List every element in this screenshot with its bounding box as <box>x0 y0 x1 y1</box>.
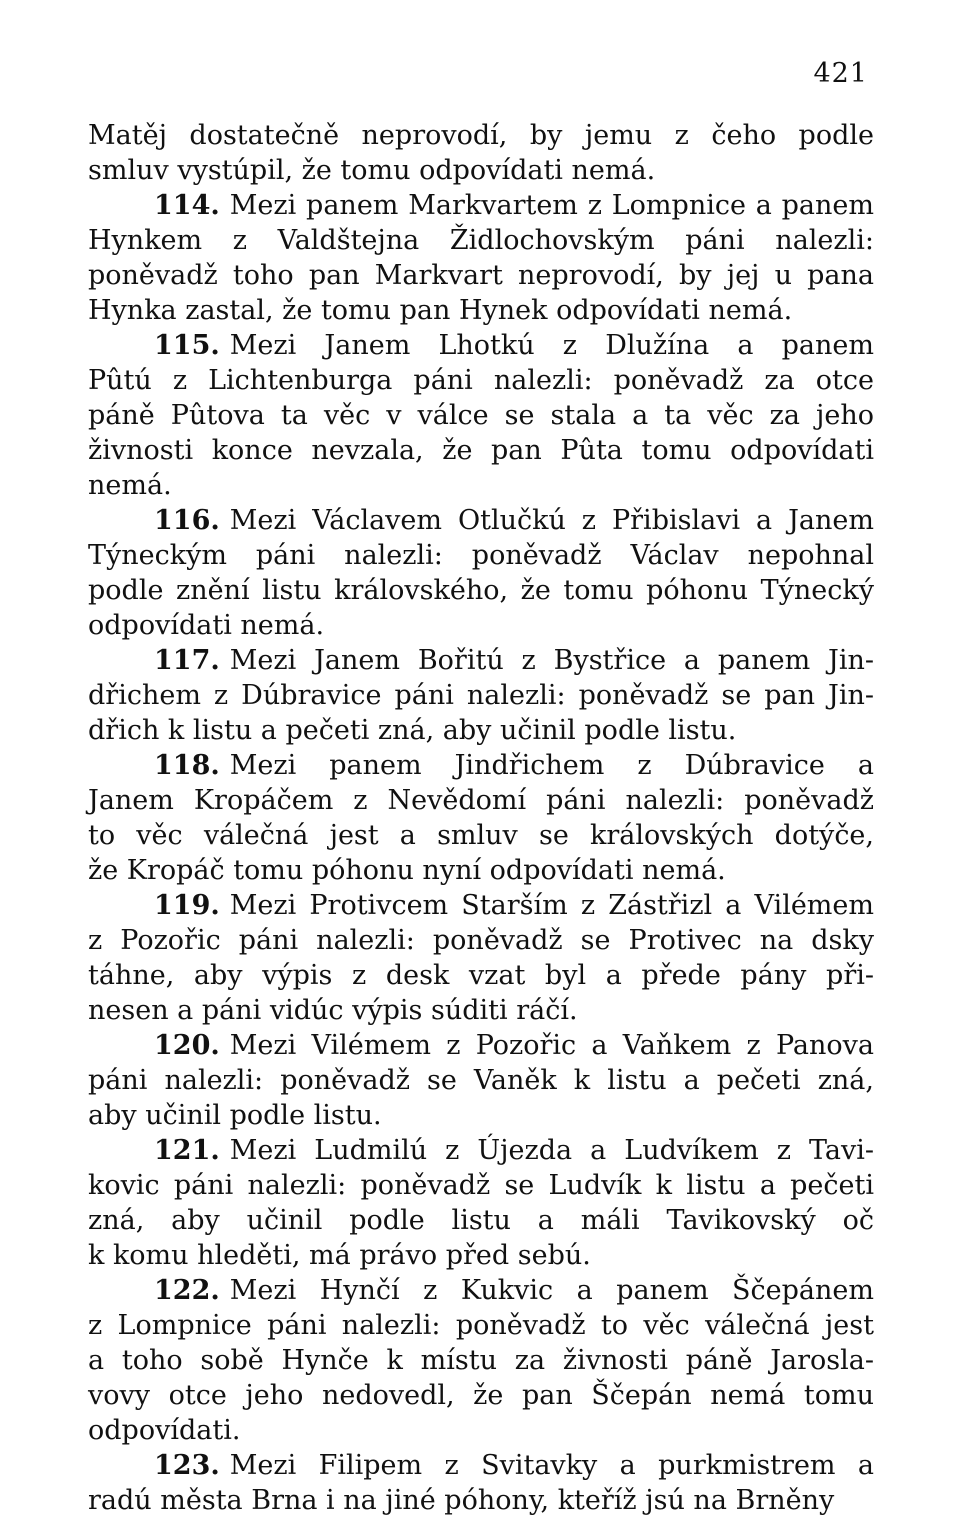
text-line <box>88 818 874 853</box>
text-line <box>88 783 874 818</box>
line-text: Mezi Hynčí z Kukvic a panem Ščepánem <box>229 1275 874 1306</box>
line-text: radú města Brna i na jiné póhony, kteříž jsú na Brněny <box>88 1485 835 1516</box>
text-line <box>88 188 874 223</box>
line-text: že Kropáč tomu póhonu nyní odpovídati nemá. <box>88 855 726 886</box>
line-text: Hynkem z Valdštejna Židlochovským páni nalezli: <box>88 225 874 256</box>
text-line <box>88 363 874 398</box>
line-text: Janem Kropáčem z Nevědomí páni nalezli: poněvadž <box>88 785 874 816</box>
text-line <box>88 468 874 503</box>
line-text: Mezi Vilémem z Pozořic a Vaňkem z Panova <box>229 1030 874 1061</box>
section-number: 121. <box>154 1135 220 1166</box>
text-line <box>88 1098 874 1133</box>
section-number: 120. <box>154 1030 220 1061</box>
line-text: živnosti konce nevzala, že pan Pûta tomu odpovídati <box>88 435 874 466</box>
text-line <box>88 713 874 748</box>
text-line <box>88 1063 874 1098</box>
paragraph <box>88 503 874 643</box>
text-line <box>88 993 874 1028</box>
text-line <box>88 1413 874 1448</box>
line-text: Pûtú z Lichtenburga páni nalezli: poněvadž za otce <box>88 365 874 396</box>
line-text: páni nalezli: poněvadž se Vaněk k listu a pečeti zná, <box>88 1065 874 1096</box>
text-line <box>88 1448 874 1483</box>
text-line <box>88 1203 874 1238</box>
text-line <box>88 258 874 293</box>
line-text: Matěj dostatečně neprovodí, by jemu z čeho podle <box>88 120 874 151</box>
section-number: 122. <box>154 1275 220 1306</box>
text-line <box>88 1168 874 1203</box>
page-number: 421 <box>813 58 868 89</box>
line-text: dřichem z Dúbravice páni nalezli: poněvadž se pan Jin- <box>88 680 874 711</box>
text-line <box>88 1238 874 1273</box>
text-line <box>88 853 874 888</box>
line-text: Mezi panem Markvartem z Lompnice a panem <box>229 190 874 221</box>
line-text: nemá. <box>88 470 172 501</box>
text-line <box>88 923 874 958</box>
text-line <box>88 643 874 678</box>
line-text: vovy otce jeho nedovedl, že pan Ščepán nemá tomu <box>88 1380 874 1411</box>
paragraph <box>88 1273 874 1448</box>
line-text: podle znění listu královského, že tomu póhonu Týnecký <box>88 575 874 606</box>
text-line <box>88 1028 874 1063</box>
line-text: to věc válečná jest a smluv se královských dotýče, <box>88 820 874 851</box>
line-text: poněvadž toho pan Markvart neprovodí, by jej u pana <box>88 260 874 291</box>
text-line <box>88 888 874 923</box>
line-text: kovic páni nalezli: poněvadž se Ludvík k listu a pečeti <box>88 1170 874 1201</box>
text-line <box>88 1378 874 1413</box>
paragraph <box>88 888 874 1028</box>
text-line <box>88 1273 874 1308</box>
line-text: Mezi panem Jindřichem z Dúbravice a <box>229 750 874 781</box>
section-number: 116. <box>154 505 220 536</box>
line-text: Týneckým páni nalezli: poněvadž Václav nepohnal <box>88 540 874 571</box>
text-line <box>88 433 874 468</box>
line-text: táhne, aby výpis z desk vzat byl a přede pány při- <box>88 960 874 991</box>
text-line <box>88 328 874 363</box>
line-text: Mezi Václavem Otlučkú z Přibislavi a Janem <box>229 505 874 536</box>
paragraph <box>88 643 874 748</box>
paragraph <box>88 1028 874 1133</box>
paragraph <box>88 328 874 503</box>
paragraph <box>88 1448 874 1518</box>
paragraph <box>88 1133 874 1273</box>
line-text: dřich k listu a pečeti zná, aby učinil podle listu. <box>88 715 737 746</box>
line-text: páně Pûtova ta věc v válce se stala a ta věc za jeho <box>88 400 874 431</box>
text-line <box>88 293 874 328</box>
line-text: nesen a páni vidúc výpis súditi ráčí. <box>88 995 578 1026</box>
text-line <box>88 1483 874 1518</box>
text-line <box>88 1133 874 1168</box>
section-number: 114. <box>154 190 220 221</box>
section-number: 117. <box>154 645 220 676</box>
line-text: Mezi Janem Bořitú z Bystřice a panem Jin- <box>229 645 874 676</box>
text-line <box>88 1308 874 1343</box>
text-line <box>88 223 874 258</box>
text-line <box>88 678 874 713</box>
body-text <box>88 118 874 1518</box>
text-line <box>88 153 874 188</box>
section-number: 123. <box>154 1450 220 1481</box>
line-text: Mezi Filipem z Svitavky a purkmistrem a <box>229 1450 874 1481</box>
line-text: z Pozořic páni nalezli: poněvadž se Protivec na dsky <box>88 925 874 956</box>
section-number: 118. <box>154 750 220 781</box>
paragraph <box>88 188 874 328</box>
line-text: smluv vystúpil, že tomu odpovídati nemá. <box>88 155 656 186</box>
text-line <box>88 573 874 608</box>
line-text: a toho sobě Hynče k místu za živnosti páně Jarosla- <box>88 1345 874 1376</box>
line-text: zná, aby učinil podle listu a máli Tavikovský oč <box>88 1205 874 1236</box>
paragraph <box>88 118 874 188</box>
text-line <box>88 538 874 573</box>
line-text: odpovídati. <box>88 1415 241 1446</box>
line-text: Hynka zastal, že tomu pan Hynek odpovídati nemá. <box>88 295 793 326</box>
section-number: 119. <box>154 890 220 921</box>
text-line <box>88 1343 874 1378</box>
text-line <box>88 503 874 538</box>
line-text: aby učinil podle listu. <box>88 1100 382 1131</box>
text-line <box>88 748 874 783</box>
section-number: 115. <box>154 330 220 361</box>
line-text: Mezi Ludmilú z Újezda a Ludvíkem z Tavi- <box>229 1135 874 1166</box>
line-text: Mezi Janem Lhotkú z Dlužína a panem <box>229 330 874 361</box>
line-text: z Lompnice páni nalezli: poněvadž to věc válečná jest <box>88 1310 874 1341</box>
text-line <box>88 958 874 993</box>
text-line <box>88 118 874 153</box>
text-line <box>88 398 874 433</box>
paragraph <box>88 748 874 888</box>
line-text: k komu hleděti, má právo před sebú. <box>88 1240 591 1271</box>
line-text: Mezi Protivcem Starším z Zástřizl a Vilémem <box>229 890 874 921</box>
line-text: odpovídati nemá. <box>88 610 325 641</box>
text-line <box>88 608 874 643</box>
